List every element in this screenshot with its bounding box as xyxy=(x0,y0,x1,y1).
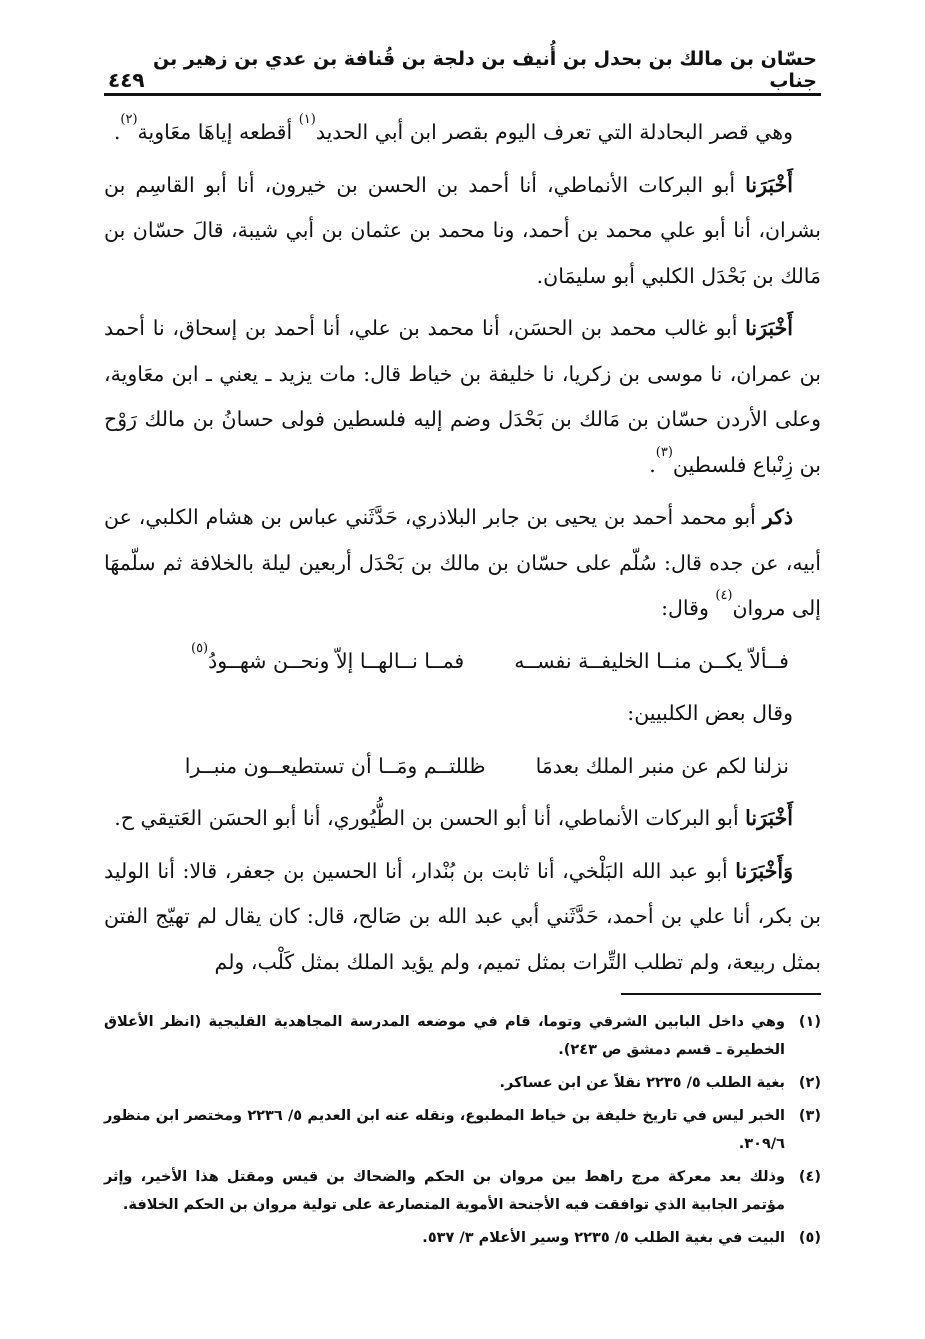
footnote-text: البيت في بغية الطلب ٥/ ٢٢٣٥ وسير الأعلام ٣/ ٥٣٧. xyxy=(422,1230,785,1246)
keyword: أَخْبَرَنا xyxy=(745,172,793,197)
paragraph xyxy=(104,163,821,300)
footnote xyxy=(104,1224,821,1252)
paragraph xyxy=(104,110,821,156)
paragraph-text: أبو البركات الأنماطي، أنا أبو الحسن بن الطُّيُوري، أنا أبو الحسَن العَتيقي ح. xyxy=(114,806,746,830)
footnote-ref[interactable]: (٥) xyxy=(190,640,209,656)
verse-hemistich-second: ظللتــم ومَــا أن تستطيعــون منبــرا xyxy=(184,753,486,778)
footnote-ref[interactable]: (٣) xyxy=(655,444,673,460)
footnote-text: بغية الطلب ٥/ ٢٢٣٥ نقلاً عن ابن عساكر. xyxy=(499,1075,785,1091)
footnote xyxy=(104,1008,821,1064)
paragraph-end: . xyxy=(649,452,656,477)
footnote-text: وهي داخل البابين الشرقي وتوما، قام في موضعه المدرسة المجاهدية القليجية (انظر الأعلاق الخطيرة ـ قسم دمشق ص ٢٤٣). xyxy=(104,1014,785,1058)
footnote-number: (٤) xyxy=(798,1169,821,1185)
verse-hemistich-first: فــألاّ يكــن منــا الخليفــة نفســه xyxy=(514,648,789,673)
paragraph-text: أبو البركات الأنماطي، أنا أحمد بن الحسن بن خيرون، أنا أبو القاسِم بن بشران، أنا أبو علي محمد بن أحمد، ونا محمد بن عثمان بن أبي شيبة، قالَ حسّان بن مَالك بن بَحْدَل الكلبي أبو سليمَان. xyxy=(104,172,821,288)
footnote-ref[interactable]: (٤) xyxy=(715,588,733,603)
footnote-number: (١) xyxy=(798,1014,821,1030)
verse-hemistich-second xyxy=(191,639,464,685)
footnote-number: (٥) xyxy=(798,1230,821,1246)
paragraph-text: وهي قصر البحادلة التي تعرف اليوم بقصر ابن أبي الحديد xyxy=(315,120,793,144)
paragraph-text: أبو محمد أحمد بن يحيى بن جابر البلاذري، حَدَّثَني عباس بن هشام الكلبي، عن أبيه، عن جده قال: سُلّم على حسّان بن مالك بن بَحْدَل أربعين ليلة بالخلافة ثم سلّمهَا إلى مروان xyxy=(104,505,821,620)
paragraph-end: وقال: xyxy=(661,596,716,620)
keyword: وَأَخْبَرَنا xyxy=(735,858,793,883)
footnote-separator xyxy=(621,993,821,995)
page-number: ٤٤٩ xyxy=(108,68,145,92)
paragraph-text: أبو غالب محمد بن الحسَن، أنا محمد بن علي، أنا أحمد بن إسحاق، نا أحمد بن عمران، نا موسى بن زكريا، نا خليفة بن خياط قال: مات يزيد ـ يعني ـ ابن معَاوية، وعلى الأردن حسّان بن مَالك بن بَحْدَل وضم إليه فلسطين فولى حسانُ بن مالك رَوْح بن زِنْباع فلسطين xyxy=(104,316,821,477)
footnote-text: الخبر ليس في تاريخ خليفة بن خياط المطبوع، ونقله عنه ابن العديم ٥/ ٢٢٣٦ ومختصر ابن منظور ٣٠٩/٦. xyxy=(104,1108,785,1152)
poetry-verse xyxy=(104,639,821,685)
footnote xyxy=(104,1069,821,1097)
footnote xyxy=(104,1102,821,1158)
footnote-number: (٣) xyxy=(798,1108,821,1124)
paragraph xyxy=(104,306,821,488)
paragraph-end: . xyxy=(113,120,121,144)
keyword: ذكر xyxy=(762,505,793,529)
footnote-ref[interactable]: (١) xyxy=(298,112,316,127)
paragraph-text: أبو عبد الله البَلْخي، أنا ثابت بن بُنْدار، أنا الحسين بن جعفر، قالا: أنا الوليد بن بكر، أنا علي بن أحمد، حَدَّثَني أبي عبد الله بن صَالح، قال: كان يقال لم تهيّج الفتن بمثل ربيعة، ولم تطلب التِّرات بمثل تميم، ولم يؤيد الملك بمثل كَلْب، ولم xyxy=(104,858,821,974)
verse-hemistich-first: نزلنا لكم عن منبر الملك بعدمَا xyxy=(535,753,789,778)
keyword: أَخْبَرَنا xyxy=(745,316,793,340)
footnote-text: وذلك بعد معركة مرج راهط بين مروان بن الحكم والضحاك بن قيس ومقتل هذا الأخير، وإثر مؤتمر الجابية الذي توافقت فيه الأجنحة الأموية المتصارعة على تولية مروان بن الحكم الخلافة. xyxy=(104,1169,785,1213)
paragraph xyxy=(104,796,821,842)
poetry-verse xyxy=(104,744,821,790)
header-rule xyxy=(104,93,821,96)
footnote-number: (٢) xyxy=(798,1075,821,1091)
running-header xyxy=(108,48,817,92)
verse-intro: وقال بعض الكلبيين: xyxy=(627,701,793,725)
main-text xyxy=(104,110,821,992)
keyword: أَخْبَرَنا xyxy=(745,806,793,830)
verse-text: فمــا نــالهــا إلاّ ونحــن شهــودُ xyxy=(208,648,465,673)
footnote-ref[interactable]: (٢) xyxy=(120,112,138,127)
paragraph xyxy=(104,849,821,986)
running-title: حسّان بن مالك بن بحدل بن أُنيف بن دلجة بن قُنافة بن عدي بن زهير بن جناب xyxy=(153,48,817,92)
footnote xyxy=(104,1163,821,1219)
footnotes xyxy=(104,1008,821,1257)
paragraph-text: أقطعه إياهَا معَاوية xyxy=(137,120,299,144)
paragraph xyxy=(104,495,821,632)
